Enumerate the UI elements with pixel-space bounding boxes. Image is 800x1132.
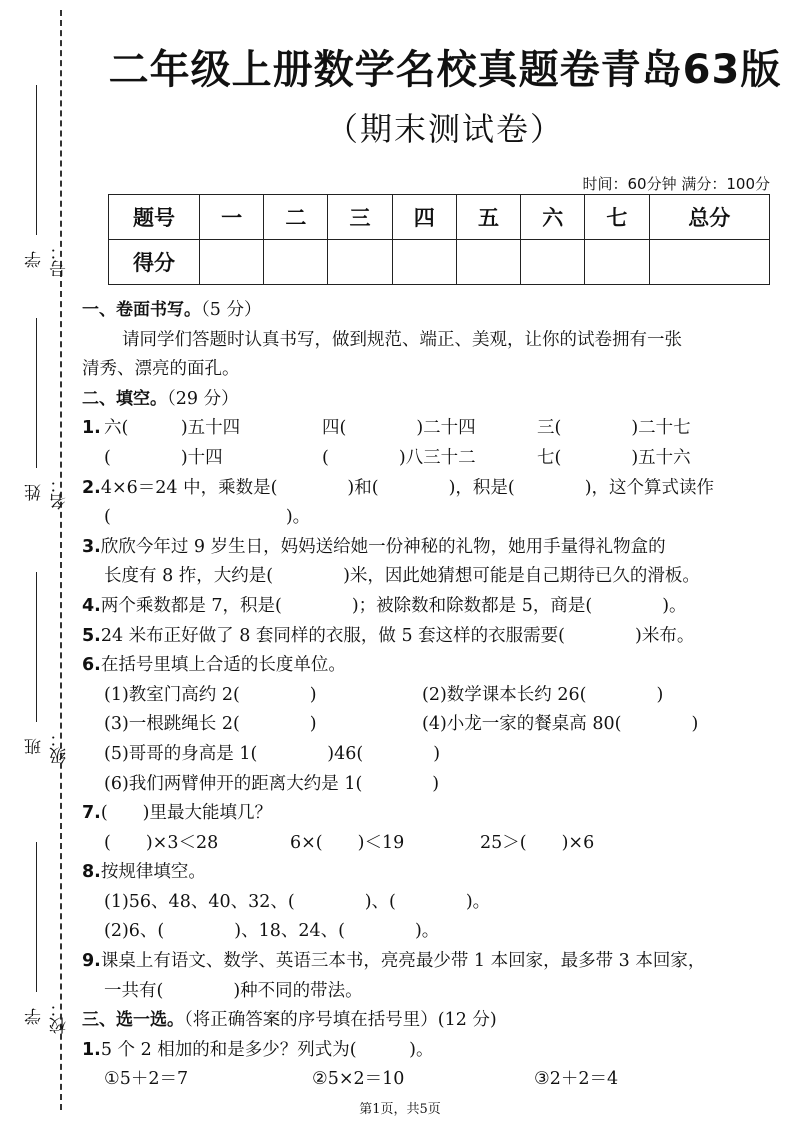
fill-item[interactable]: ( )十四 (104, 447, 223, 468)
fill-item[interactable]: 四( )二十四 (322, 418, 476, 439)
section-title: 二、填空。 (82, 388, 167, 409)
score-input-cell[interactable] (649, 240, 769, 285)
choice-options (82, 1065, 782, 1095)
name-field[interactable] (16, 318, 70, 518)
question-text[interactable]: 长度有 8 拃，大约是( )米，因此她猜想可能是自己期待已久的滑板。 (104, 566, 700, 587)
fill-item[interactable]: 6×( )＜19 (290, 832, 405, 853)
section-heading (82, 1006, 782, 1036)
question-number: 1. (82, 1039, 101, 1060)
school-label: 学校： (25, 1000, 70, 1034)
name-label: 姓名： (25, 476, 70, 510)
question-text: 课桌上有语文、数学、英语三本书，亮亮最少带 1 本回家，最多带 3 本回家， (100, 951, 706, 972)
question-1 (82, 414, 782, 444)
question-4 (82, 592, 782, 622)
question-6 (82, 651, 782, 681)
table-cell: 七 (585, 195, 649, 240)
section-heading (82, 296, 782, 326)
section-points: （将正确答案的序号填在括号里）(12 分) (184, 1010, 497, 1031)
class-blank[interactable] (36, 572, 37, 722)
text-line: 请同学们答题时认真书写，做到规范、端正、美观，让你的试卷拥有一张 (122, 329, 682, 350)
question-text[interactable]: 5 个 2 相加的和是多少？列式为( )。 (100, 1039, 434, 1060)
score-input-cell[interactable] (200, 240, 264, 285)
binding-margin (0, 0, 80, 1132)
question-number: 9. (82, 951, 101, 972)
question-text[interactable]: 24 米布正好做了 8 套同样的衣服，做 5 套这样的衣服需要( )米布。 (100, 625, 695, 646)
table-cell: 总分 (649, 195, 769, 240)
question-7 (82, 799, 782, 829)
fill-item[interactable]: 25＞( )×6 (480, 832, 595, 853)
fill-item[interactable]: (3)一根跳绳长 2( ) (104, 714, 317, 735)
question-text: ( )里最大能填几？ (100, 803, 272, 824)
fill-item[interactable]: (4)小龙一家的餐桌高 80( ) (422, 714, 699, 735)
table-cell: 一 (200, 195, 264, 240)
question-number: 5. (82, 625, 101, 646)
page-footer: 第1页，共5页 (359, 1102, 441, 1117)
section-title: 三、选一选。 (82, 1010, 184, 1031)
question-8 (82, 858, 782, 888)
fill-item[interactable]: (1)教室门高约 2( ) (104, 684, 317, 705)
section-points: （29 分） (167, 388, 239, 409)
table-cell: 五 (456, 195, 520, 240)
exam-meta: 时间：60分钟 满分：100分 (582, 175, 770, 193)
question-6-row (82, 681, 782, 711)
section-heading (82, 385, 782, 415)
question-9 (82, 947, 782, 977)
score-input-cell[interactable] (328, 240, 392, 285)
option-c: ③2＋2＝4 (534, 1069, 619, 1090)
score-input-cell[interactable] (264, 240, 328, 285)
question-text[interactable]: ( )。 (104, 507, 311, 528)
school-blank[interactable] (36, 842, 37, 992)
page-subtitle: （期末测试卷） (325, 110, 564, 148)
class-field[interactable] (16, 572, 70, 772)
text-line: 清秀、漂亮的面孔。 (82, 359, 240, 380)
fill-item[interactable]: (5)哥哥的身高是 1( )46( ) (104, 743, 441, 764)
option-a: ①5＋2＝7 (104, 1069, 189, 1090)
question-text[interactable]: 一共有( )种不同的带法。 (104, 980, 363, 1001)
option-b: ②5×2＝10 (312, 1069, 405, 1090)
question-number: 2. (82, 477, 101, 498)
page-title: 二年级上册数学名校真题卷青岛63版 (108, 47, 782, 93)
question-text[interactable]: 4×6＝24 中，乘数是( )和( )，积是( )，这个算式读作 (100, 477, 715, 498)
table-cell: 三 (328, 195, 392, 240)
question-number: 8. (82, 862, 101, 883)
score-input-cell[interactable] (456, 240, 520, 285)
question-7-row (82, 829, 782, 859)
question-number: 1. (82, 418, 101, 439)
table-cell: 六 (521, 195, 585, 240)
score-input-cell[interactable] (392, 240, 456, 285)
fill-item[interactable]: 六( )五十四 (104, 418, 241, 439)
score-table-score-row (109, 240, 770, 285)
fill-item[interactable]: (6)我们两臂伸开的距离大约是 1( ) (104, 773, 440, 794)
cut-line (60, 10, 62, 1110)
question-number: 3. (82, 536, 101, 557)
score-input-cell[interactable] (585, 240, 649, 285)
score-input-cell[interactable] (521, 240, 585, 285)
student-id-label: 学号： (25, 243, 70, 277)
fill-item[interactable]: ( )×3＜28 (104, 832, 219, 853)
question-6-row (82, 710, 782, 740)
student-id-field[interactable] (16, 85, 70, 285)
fill-item[interactable]: (2)数学课本长约 26( ) (422, 684, 664, 705)
table-cell: 二 (264, 195, 328, 240)
score-table-header-row (109, 195, 770, 240)
fill-item[interactable]: 三( )二十七 (537, 418, 691, 439)
question-2 (82, 474, 782, 504)
table-cell: 得分 (109, 240, 200, 285)
class-label: 班级： (25, 730, 70, 764)
question-1-row-2 (82, 444, 782, 474)
fill-item[interactable]: 七( )五十六 (537, 447, 691, 468)
question-text[interactable]: 两个乘数都是 7，积是( )；被除数和除数都是 5，商是( )。 (100, 595, 687, 616)
section-points: （5 分） (201, 300, 262, 320)
choice-question-1 (82, 1036, 782, 1066)
table-cell: 题号 (109, 195, 200, 240)
name-blank[interactable] (36, 318, 37, 468)
question-number: 4. (82, 595, 101, 616)
question-number: 6. (82, 655, 101, 676)
question-number: 7. (82, 803, 101, 824)
exam-content (82, 296, 782, 1095)
question-text: 在括号里填上合适的长度单位。 (100, 655, 346, 676)
fill-item[interactable]: ( )八三十二 (322, 447, 476, 468)
fill-item[interactable]: (2)6、( )、18、24、( )。 (104, 921, 440, 942)
student-id-blank[interactable] (36, 85, 37, 235)
question-3 (82, 533, 782, 563)
question-5 (82, 622, 782, 652)
section-title: 一、卷面书写。 (82, 300, 201, 320)
score-table (108, 194, 770, 285)
table-cell: 四 (392, 195, 456, 240)
school-field[interactable] (16, 842, 70, 1042)
question-text: 欣欣今年过 9 岁生日，妈妈送给她一份神秘的礼物，她用手量得礼物盒的 (100, 536, 666, 557)
fill-item[interactable]: (1)56、48、40、32、( )、( )。 (104, 891, 491, 912)
question-text: 按规律填空。 (100, 862, 206, 883)
